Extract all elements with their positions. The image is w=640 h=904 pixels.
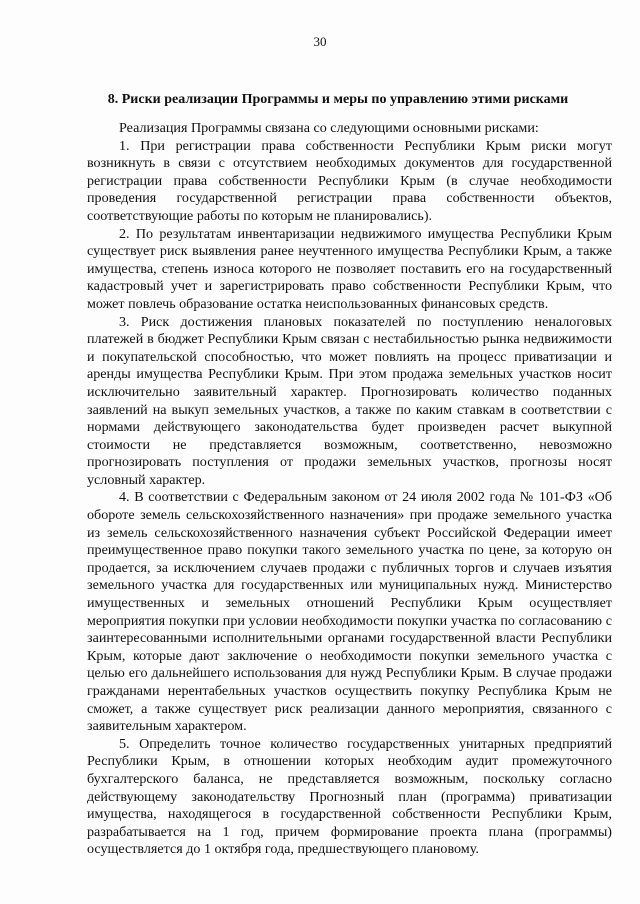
paragraph-risk-5: 5. Определить точное количество государственных унитарных предприятий Республики Крым, в отношении которых необходим аудит промежуточного бухгалтерского баланса, не представляется возможным, поскольку согласно действующему законодательству Прогнозный план (программа) приватизации имущества, находящегося в государственной собственности Республики Крым, разрабатывается на 1 год, причем формирование проекта плана (программы) осуществляется до 1 октября года, предшествующего плановому. bbox=[87, 735, 612, 858]
paragraph-risk-2: 2. По результатам инвентаризации недвижимого имущества Республики Крым существует риск выявления ранее неучтенного имущества Республики Крым, а также имущества, степень износа которого не позволяет поставить его на государственный кадастровый учет и зарегистрировать право собственности Республики Крым, что может повлечь образование остатка неиспользованных финансовых средств. bbox=[87, 225, 612, 312]
document-body bbox=[87, 120, 612, 859]
paragraph-risk-4: 4. В соответствии с Федеральным законом от 24 июля 2002 года № 101-ФЗ «Об обороте земель сельскохозяйственного назначения» при продаже земельного участка из земель сельскохозяйственного назначения субъект Российской Федерации имеет преимущественное право покупки такого земельного участка по цене, за которую он продается, за исключением случаев продажи с публичных торгов и случаев изъятия земельного участка для государственных или муниципальных нужд. Министерство имущественных и земельных отношений Республики Крым осуществляет мероприятия покупки при условии необходимости покупки участка по согласованию с заинтересованными исполнительными органами государственной власти Республики Крым, которые дают заключение о необходимости покупки земельного участка с целью его дальнейшего использования для нужд Республики Крым. В случае продажи гражданами нерентабельных участков осуществить покупку Республика Крым не сможет, а также существует риск реализации данного мероприятия, связанного с заявительным характером. bbox=[87, 489, 612, 735]
page-number: 30 bbox=[313, 34, 327, 49]
paragraph-risk-3: 3. Риск достижения плановых показателей по поступлению неналоговых платежей в бюджет Республики Крым связан с нестабильностью рынка недвижимости и покупательской способностью, что может повлиять на процесс приватизации и аренды имущества Республики Крым. При этом продажа земельных участков носит исключительно заявительный характер. Прогнозировать количество поданных заявлений на выкуп земельных участков, а также по каким ставкам в соответствии с нормами действующего законодательства будет произведен расчет выкупной стоимости не представляется возможным, соответственно, невозможно прогнозировать поступления от продажи земельных участков, прогнозы носят условный характер. bbox=[87, 313, 612, 488]
paragraph-risk-1: 1. При регистрации права собственности Республики Крым риски могут возникнуть в связи с отсутствием необходимых документов для государственной регистрации права собственности Республики Крым (в случае необходимости проведения государственной регистрации права собственности объектов, соответствующие работы по которым не планировались). bbox=[87, 137, 612, 224]
paragraph-intro: Реализация Программы связана со следующими основными рисками: bbox=[119, 120, 539, 136]
section-title: 8. Риски реализации Программы и меры по управлению этими рисками bbox=[107, 92, 569, 107]
